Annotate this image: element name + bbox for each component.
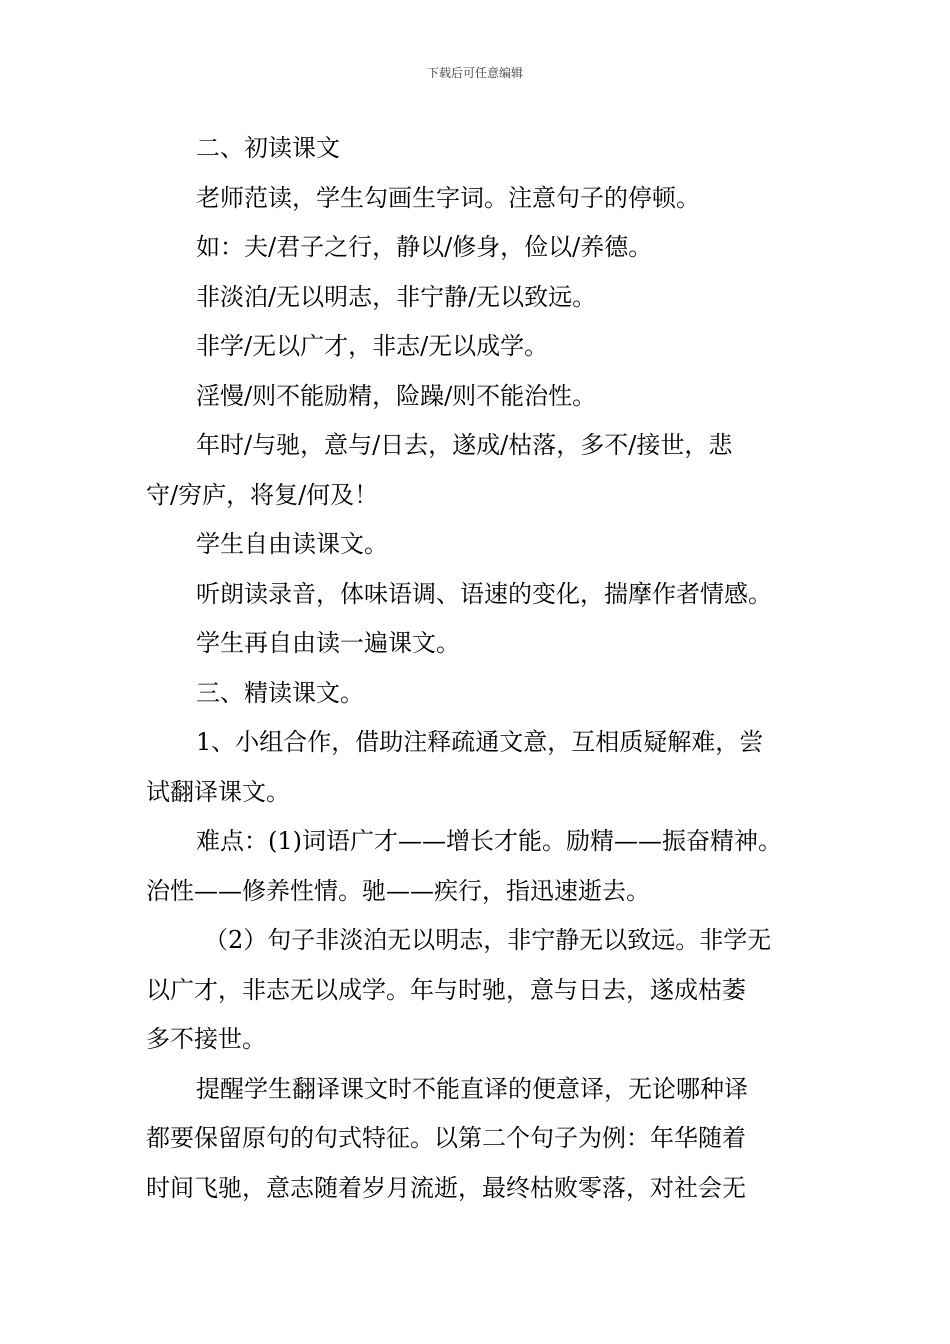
section-heading-first-reading: 二、初读课文 bbox=[196, 134, 340, 162]
section-heading-close-reading: 三、精读课文。 bbox=[196, 678, 364, 707]
paragraph-line-continuation: 守/穷庐，将复/何及！ bbox=[146, 480, 379, 509]
paragraph-line: 学生自由读课文。 bbox=[196, 530, 388, 558]
paragraph-line: 非淡泊/无以明志，非宁静/无以致远。 bbox=[196, 282, 597, 311]
paragraph-line: 年时/与驰，意与/日去，遂成/枯落，多不/接世，悲 bbox=[196, 431, 733, 459]
paragraph-line: 老师范读，学生勾画生字词。注意句子的停顿。 bbox=[196, 183, 700, 212]
paragraph-line-continuation: 以广才，非志无以成学。年与时驰，意与日去，遂成枯萎 bbox=[146, 975, 746, 1004]
page-header-note: 下载后可任意编辑 bbox=[426, 66, 523, 80]
document-body bbox=[146, 124, 836, 1213]
paragraph-line: 学生再自由读一遍课文。 bbox=[196, 629, 460, 657]
paragraph-line-continuation: 时间飞驰，意志随着岁月流逝，最终枯败零落，对社会无 bbox=[146, 1173, 746, 1202]
paragraph-line-continuation: 试翻译课文。 bbox=[146, 777, 290, 806]
paragraph-line: 1、小组合作，借助注释疏通文意，互相质疑解难，尝 bbox=[196, 728, 764, 756]
paragraph-line: （2）句子非淡泊无以明志，非宁静无以致远。非学无 bbox=[204, 926, 772, 954]
paragraph-line-continuation: 多不接世。 bbox=[146, 1025, 266, 1053]
paragraph-line: 如：夫/君子之行，静以/修身，俭以/养德。 bbox=[196, 233, 653, 261]
paragraph-line: 提醒学生翻译课文时不能直译的便意译，无论哪种译 bbox=[196, 1074, 748, 1103]
paragraph-line: 淫慢/则不能励精，险躁/则不能治性。 bbox=[196, 381, 597, 410]
paragraph-line-continuation: 治性——修养性情。驰——疾行，指迅速逝去。 bbox=[146, 876, 650, 905]
paragraph-line: 难点：(1)词语广才——增长才能。励精——振奋精神。 bbox=[196, 827, 782, 855]
paragraph-line-continuation: 都要保留原句的句式特征。以第二个句子为例：年华随着 bbox=[146, 1124, 746, 1152]
paragraph-line: 听朗读录音，体味语调、语速的变化，揣摩作者情感。 bbox=[196, 579, 772, 608]
paragraph-line: 非学/无以广才，非志/无以成学。 bbox=[196, 332, 549, 360]
